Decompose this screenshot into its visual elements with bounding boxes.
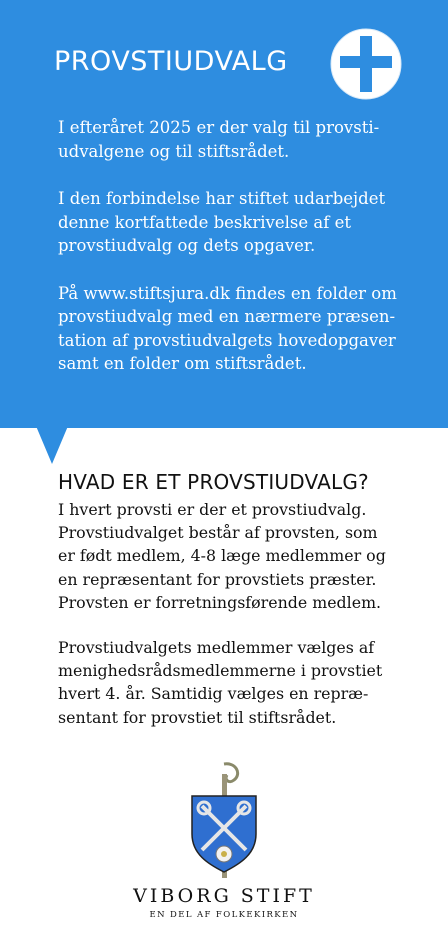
brand-tagline: EN DEL AF FOLKEKIRKEN <box>149 910 299 920</box>
body-paragraph: I hvert provsti er der et provstiudvalg. Provstiudvalget består af provsten, som er født medlem, 4-8 læge medlemmer og en repræsentant for provstiets præster. Provsten er forretningsførende medlem. <box>58 500 386 612</box>
intro-text <box>58 116 428 400</box>
brand-name: VIBORG STIFT <box>133 885 315 907</box>
intro-paragraph: På www.stiftsjura.dk findes en folder om provstiudvalg med en nærmere præsen- tation af provstiudvalgets hovedopgaver samt en folder om stiftsrådet. <box>58 283 397 373</box>
cross-badge-icon <box>330 28 402 100</box>
section-heading: HVAD ER ET PROVSTIUDVALG? <box>58 470 369 494</box>
page-title: PROVSTIUDVALG <box>54 46 288 77</box>
body-paragraph: Provstiudvalgets medlemmer vælges af menighedsrådsmedlemmerne i provstiet hvert 4. år. Samtidig vælges en repræ- sentant for provstiet til stiftsrådet. <box>58 638 383 727</box>
section-body <box>58 498 418 751</box>
speech-pointer <box>36 426 68 464</box>
intro-paragraph: I den forbindelse har stiftet udarbejdet denne kortfattede beskrivelse af et provstiudvalg og dets opgaver. <box>58 189 386 255</box>
viborg-crest-icon <box>182 760 266 880</box>
intro-paragraph: I efteråret 2025 er der valg til provsti- udvalgene og til stiftsrådet. <box>58 118 380 161</box>
